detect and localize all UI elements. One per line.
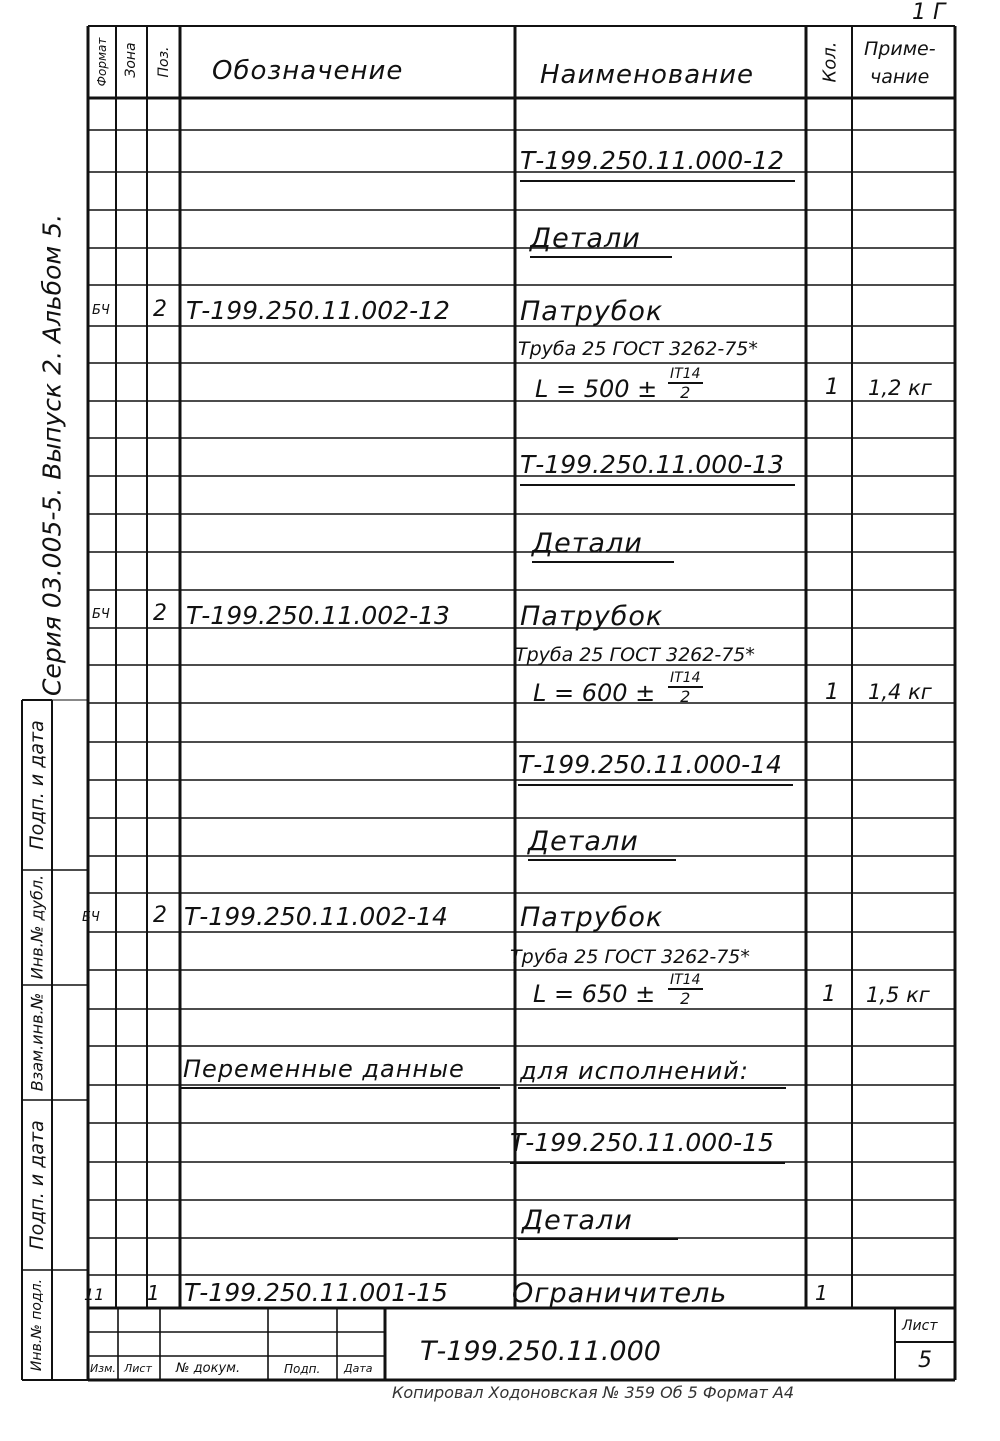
row-13-designation: Т-199.250.11.002-14 — [184, 902, 448, 931]
row-2-underline — [530, 256, 672, 258]
row-16-name: для исполнений: — [520, 1057, 749, 1085]
row-19-format: 11 — [84, 1285, 105, 1304]
title-block-col-dokum: № докум. — [176, 1361, 241, 1376]
row-3-format: БЧ — [92, 303, 110, 318]
title-block-sheet-number: 5 — [918, 1348, 932, 1373]
row-8-name: Патрубок — [520, 601, 664, 632]
row-17-underline — [510, 1162, 785, 1164]
row-5-fraction — [668, 366, 703, 402]
row-10-frac-num: IT14 — [670, 670, 701, 686]
row-6-underline — [520, 484, 795, 486]
row-16-designation: Переменные данные — [183, 1055, 465, 1083]
row-7-underline — [532, 561, 674, 563]
row-10-fraction — [668, 670, 703, 706]
row-5-frac-den: 2 — [680, 383, 691, 402]
corner-mark: 1 Г — [912, 0, 946, 25]
header-format: Формат — [95, 37, 109, 87]
title-block-doc-number: Т-199.250.11.000 — [420, 1336, 661, 1367]
row-12-name: Детали — [528, 826, 639, 857]
row-5-qty: 1 — [825, 375, 839, 400]
row-8-format: БЧ — [92, 607, 110, 622]
header-name: Наименование — [540, 60, 755, 90]
side-podp-data-1: Подп. и дата — [26, 1120, 48, 1250]
row-3-pos: 2 — [153, 297, 167, 322]
row-19-pos: 1 — [147, 1281, 160, 1305]
row-4-name: Труба 25 ГОСТ 3262-75* — [518, 338, 758, 360]
row-13-format: БЧ — [82, 910, 100, 925]
row-15-qty: 1 — [822, 982, 836, 1007]
header-qty: Кол. — [819, 41, 841, 83]
row-10-name: L = 600 ± — [533, 679, 656, 707]
row-15-name: L = 650 ± — [533, 980, 656, 1008]
row-3-name: Патрубок — [520, 296, 664, 327]
row-9-name: Труба 25 ГОСТ 3262-75* — [515, 644, 755, 666]
row-19-qty: 1 — [815, 1281, 828, 1305]
header-zone: Зона — [123, 42, 139, 78]
side-inv-podl: Инв.№ подл. — [29, 1278, 45, 1372]
row-18-name: Детали — [522, 1205, 633, 1236]
row-10-qty: 1 — [825, 680, 839, 705]
row-15-frac-num: IT14 — [670, 972, 701, 988]
row-11-underline — [518, 784, 793, 786]
title-block-col-podp: Подп. — [284, 1362, 321, 1376]
row-8-designation: Т-199.250.11.002-13 — [186, 601, 450, 630]
row-5-frac-num: IT14 — [670, 366, 701, 382]
title-block-sheet-label: Лист — [902, 1318, 938, 1334]
row-15-note: 1,5 кг — [866, 983, 930, 1007]
row-13-name: Патрубок — [520, 902, 664, 933]
row-7-name: Детали — [532, 528, 643, 559]
row-19-designation: Т-199.250.11.001-15 — [184, 1278, 448, 1307]
row-16-underline-a — [180, 1087, 500, 1089]
row-1-name: Т-199.250.11.000-12 — [520, 146, 784, 175]
header-note-line1: Приме- — [864, 38, 936, 60]
side-vzam-inv: Взам.инв.№ — [27, 992, 47, 1092]
header-note-line2: чание — [870, 66, 930, 88]
footer-stamp: Копировал Ходоновская № 359 Об 5 Формат А4 — [392, 1383, 795, 1402]
row-5-name: L = 500 ± — [535, 375, 658, 403]
row-1-underline — [520, 180, 795, 182]
row-12-underline — [528, 859, 676, 861]
title-block-col-izm: Изм. — [90, 1362, 116, 1375]
row-6-name: Т-199.250.11.000-13 — [520, 450, 784, 479]
row-5-note: 1,2 кг — [868, 376, 932, 400]
row-17-name: Т-199.250.11.000-15 — [510, 1128, 774, 1157]
row-10-frac-den: 2 — [680, 687, 691, 706]
side-podp-data-2: Подп. и дата — [26, 720, 48, 850]
row-16-underline-b — [518, 1087, 786, 1089]
row-8-pos: 2 — [153, 601, 167, 626]
title-block-col-data: Дата — [344, 1362, 373, 1375]
row-14-name: Труба 25 ГОСТ 3262-75* — [510, 946, 750, 968]
title-block-col-list: Лист — [124, 1362, 152, 1375]
header-pos: Поз. — [156, 46, 172, 78]
row-18-underline — [518, 1238, 678, 1240]
row-11-name: Т-199.250.11.000-14 — [518, 750, 782, 779]
row-15-fraction — [668, 972, 703, 1008]
row-13-pos: 2 — [153, 903, 167, 928]
row-2-name: Детали — [530, 223, 641, 254]
header-designation: Обозначение — [212, 56, 404, 86]
side-inv-dubl: Инв.№ дубл. — [27, 874, 47, 980]
series-label: Серия 03.005-5. Выпуск 2. Альбом 5. — [37, 213, 67, 697]
row-10-note: 1,4 кг — [868, 680, 932, 704]
row-3-designation: Т-199.250.11.002-12 — [186, 296, 450, 325]
row-15-frac-den: 2 — [680, 989, 691, 1008]
row-19-name: Ограничитель — [512, 1278, 728, 1309]
